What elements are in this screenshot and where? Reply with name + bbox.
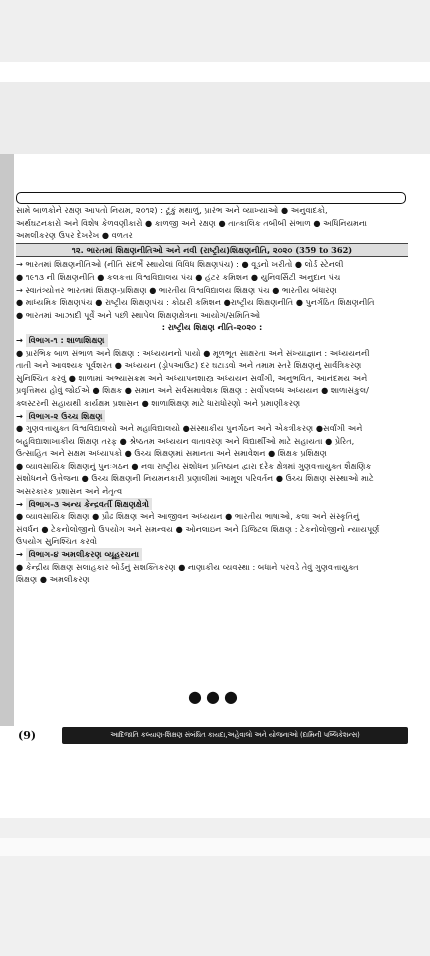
page-left-strip <box>0 154 14 726</box>
section-title: વિભાગ-૧ : શાળાશિક્ષણ <box>26 334 108 347</box>
text-line: સામે બાળકોને રક્ષણ આપતો નિયમ, ૨૦૧૨) : ટૂંકું મથાળું, પ્રારંભ અને વ્યાખ્યાઓ ● અનુવાદકો, <box>16 205 328 215</box>
viewer-gray-band <box>0 82 430 154</box>
text-line: અમલીકરણ ઉપર દેખરેખ ● વળતર <box>16 230 133 241</box>
page-number: (9) <box>18 729 37 742</box>
text-line: ઉપયોગ સુનિશ્ચિત કરવો <box>16 536 97 547</box>
arrow-icon: → <box>16 334 26 345</box>
section-heading <box>16 334 408 347</box>
section-heading <box>16 548 408 561</box>
text-line: → સ્વાતંત્ર્યોત્તર ભારતમાં શિક્ષણ-પ્રશિક્ષણ ● ભારતીય વિશ્વવિદ્યાલય શિક્ષણ પંચ ● ભારતીય બંધારણ <box>16 284 337 295</box>
text-line: તાતી અને આવશ્યક પૂર્વશરત ● અધ્યયન (ડ્રોપઆઉટ) દર ઘટાડવો અને તમામ સ્તરે શિક્ષણનું સાર્વત્રિકરણ <box>16 360 362 371</box>
text-line: ● વ્યાવસાયિક શિક્ષણ ● પ્રૌઢ શિક્ષણ અને આજીવન અધ્યયન ● ભારતીય ભાષાઓ, કલા અને સંસ્કૃતિનું <box>16 511 360 522</box>
section-body <box>16 422 408 498</box>
viewer-top-area <box>0 0 430 62</box>
document-page <box>0 154 430 818</box>
text-line: → ભારતમાં શિક્ષણનીતિઓ (નીતિ સંદર્ભે સ્થાયેલાં વિવિધ શિક્ષણપંચ) : ● વૂડનો ખરીતો ● લોર્ડ સ્ટેનલી <box>16 259 344 270</box>
text-line: ● કેન્દ્રીય શિક્ષણ સલાહકાર બોર્ડનું સશક્તિકરણ ● નાણાકીય વ્યવસ્થા : બધાને પરવડે તેવું ગુણવત્તાયુક્ત <box>16 561 359 572</box>
text-line: ● ૧૯૧૩ ની શિક્ષણનીતિ ● કલકત્તા વિશ્વવિદ્યાલય પંચ ● હંટર કમિશન ● યુનિવર્સિટી અનુદાન પંચ <box>16 271 341 282</box>
text-line: બહુવિદ્યાશાખાકીય શિક્ષણ તરફ ● શ્રેષ્ઠતમ અધ્યયન વાતાવરણ અને વિદ્યાર્થીઓ માટે સહાયતા ● પ્રેરિત, <box>16 435 355 446</box>
arrow-icon: → <box>16 498 26 509</box>
section-title: વિભાગ-૪ અમલીકરણ વ્યૂહરચના <box>26 548 142 561</box>
viewer-white-band <box>0 62 430 82</box>
viewer-bottom-band <box>0 838 430 856</box>
end-mark: ●●● <box>188 687 242 706</box>
section-body <box>16 347 408 410</box>
footer-title-band: આદિજાતિ કલ્યાણ-શિક્ષણ સંબંધિત કાયદા,અહેવાલો અને યોજનાઓ (દામિની પબ્લિકેશન્સ) <box>62 727 408 744</box>
section-title: વિભાગ-૩ અન્ય કેન્દ્રવર્તી શિક્ષણક્ષેત્રો <box>26 498 152 511</box>
text-line: ● માધ્યમિક શિક્ષણપંચ ● રાષ્ટ્રીય શિક્ષણપંચ : કોઠારી કમિશન ●રાષ્ટ્રીય શિક્ષણનીતિ ● પુનર્ગઠિત શિક્ષણનીતિ <box>16 297 375 308</box>
section-body <box>16 510 408 548</box>
text-line: સંશોધનને ઉત્તેજના ● ઉચ્ચ શિક્ષણની નિયમનકારી પ્રણાલીમાં આમૂલ પરિવર્તન ● ઉચ્ચ શિક્ષણ સંસ્થાઓ માટે <box>16 473 374 484</box>
arrow-icon: → <box>16 410 26 421</box>
sections-container <box>16 334 408 586</box>
chapter-title: ૧૨. ભારતમાં શિક્ષણનીતિઓ અને નવી (રાષ્ટ્રીય)શિક્ષણનીતિ, ૨૦૨૦ <box>71 244 293 255</box>
text-line: પ્રવૃત્તિમય હોવું જોઈએ ● શિક્ષક ● સમાન અને સર્વસમાવેશક શિક્ષણ : સર્વોપલબ્ધ અધ્યયન ● શાળાસંકુલ/ <box>16 385 369 396</box>
chapter-heading <box>16 243 408 258</box>
text-line: ઉત્સાહિત અને સક્ષમ અધ્યાપકો ● ઉચ્ચ શિક્ષણમાં સમાનતા અને સમાવેશન ● શિક્ષક પ્રશિક્ષણ <box>16 448 327 459</box>
text-line: અર્થઘટનકારો અને વિશેષ કેળવણીકારો ● કાળજી અને રક્ષણ ● તાત્કાલિક તબીબી સંભાળ ● અધિનિયમના <box>16 217 368 228</box>
section-title: વિભાગ-૨ ઉચ્ચ શિક્ષણ <box>26 410 106 423</box>
text-line: ● ગુણવત્તાયુક્ત વિશ્વવિદ્યાલયો અને મહાવિદ્યાલયો ●સંસ્થાકીય પુનર્ગઠન અને એકત્રીકરણ ●સર્વાંગી અને <box>16 423 363 434</box>
text-line: ● વ્યાવસાયિક શિક્ષણનું પુનઃગઠન ● નવા રાષ્ટ્રીય સંશોધન પ્રતિષ્ઠાન દ્વારા દરેક ક્ષેત્રમાં ગુણવત્તાયુક્ત શૈક્ષણિક <box>16 460 372 471</box>
policy-heading: : રાષ્ટ્રીય શિક્ષણ નીતિ-૨૦૨૦ : <box>161 322 263 333</box>
section-heading <box>16 410 408 423</box>
text-line: ● ભારતમાં આઝાદી પૂર્વે અને પછી સ્થાપેલ શિક્ષણક્ષેત્રના આયોગ/સમિતિઓ <box>16 309 261 320</box>
page-footer <box>18 727 408 744</box>
overview-block <box>16 258 408 321</box>
text-line: અસરકારક પ્રશાસન અને નેતૃત્વ <box>16 486 123 497</box>
arrow-icon: → <box>16 549 26 560</box>
text-line: શિક્ષણ ● અમલીકરણ <box>16 574 90 585</box>
section-heading <box>16 498 408 511</box>
text-line: ક્લસ્ટરની સહાયથી કાર્યક્ષમ પ્રશાસન ● શાળાશિક્ષણ માટે ધારાધોરણો અને પ્રમાણીકરણ <box>16 397 301 408</box>
text-line: સંવર્ધન ● ટેકનોલોજીનો ઉપયોગ અને સમન્વય ● ઓનલાઇન અને ડિજિટલ શિક્ષણ : ટેકનોલોજીનો ન્યાયપૂર્ણ <box>16 523 380 534</box>
text-line: સુનિશ્ચિત કરવું ● શાળામાં અભ્યાસક્રમ અને અધ્યાપનશાસ્ત્ર અધ્યયન સર્વાંગી, અનુભવિત, આનંદમય અને <box>16 372 368 383</box>
chapter-page-range: (359 to 362) <box>295 244 353 255</box>
section-body <box>16 561 408 586</box>
page-content <box>16 180 408 586</box>
intro-block <box>16 204 408 242</box>
text-line: ● પ્રારંભિક બાળ સંભાળ અને શિક્ષણ : અધ્યયનનો પાયો ● મૂળભૂત સાક્ષરતા અને સંખ્યાજ્ઞાન : અધ્યયનની <box>16 347 370 358</box>
